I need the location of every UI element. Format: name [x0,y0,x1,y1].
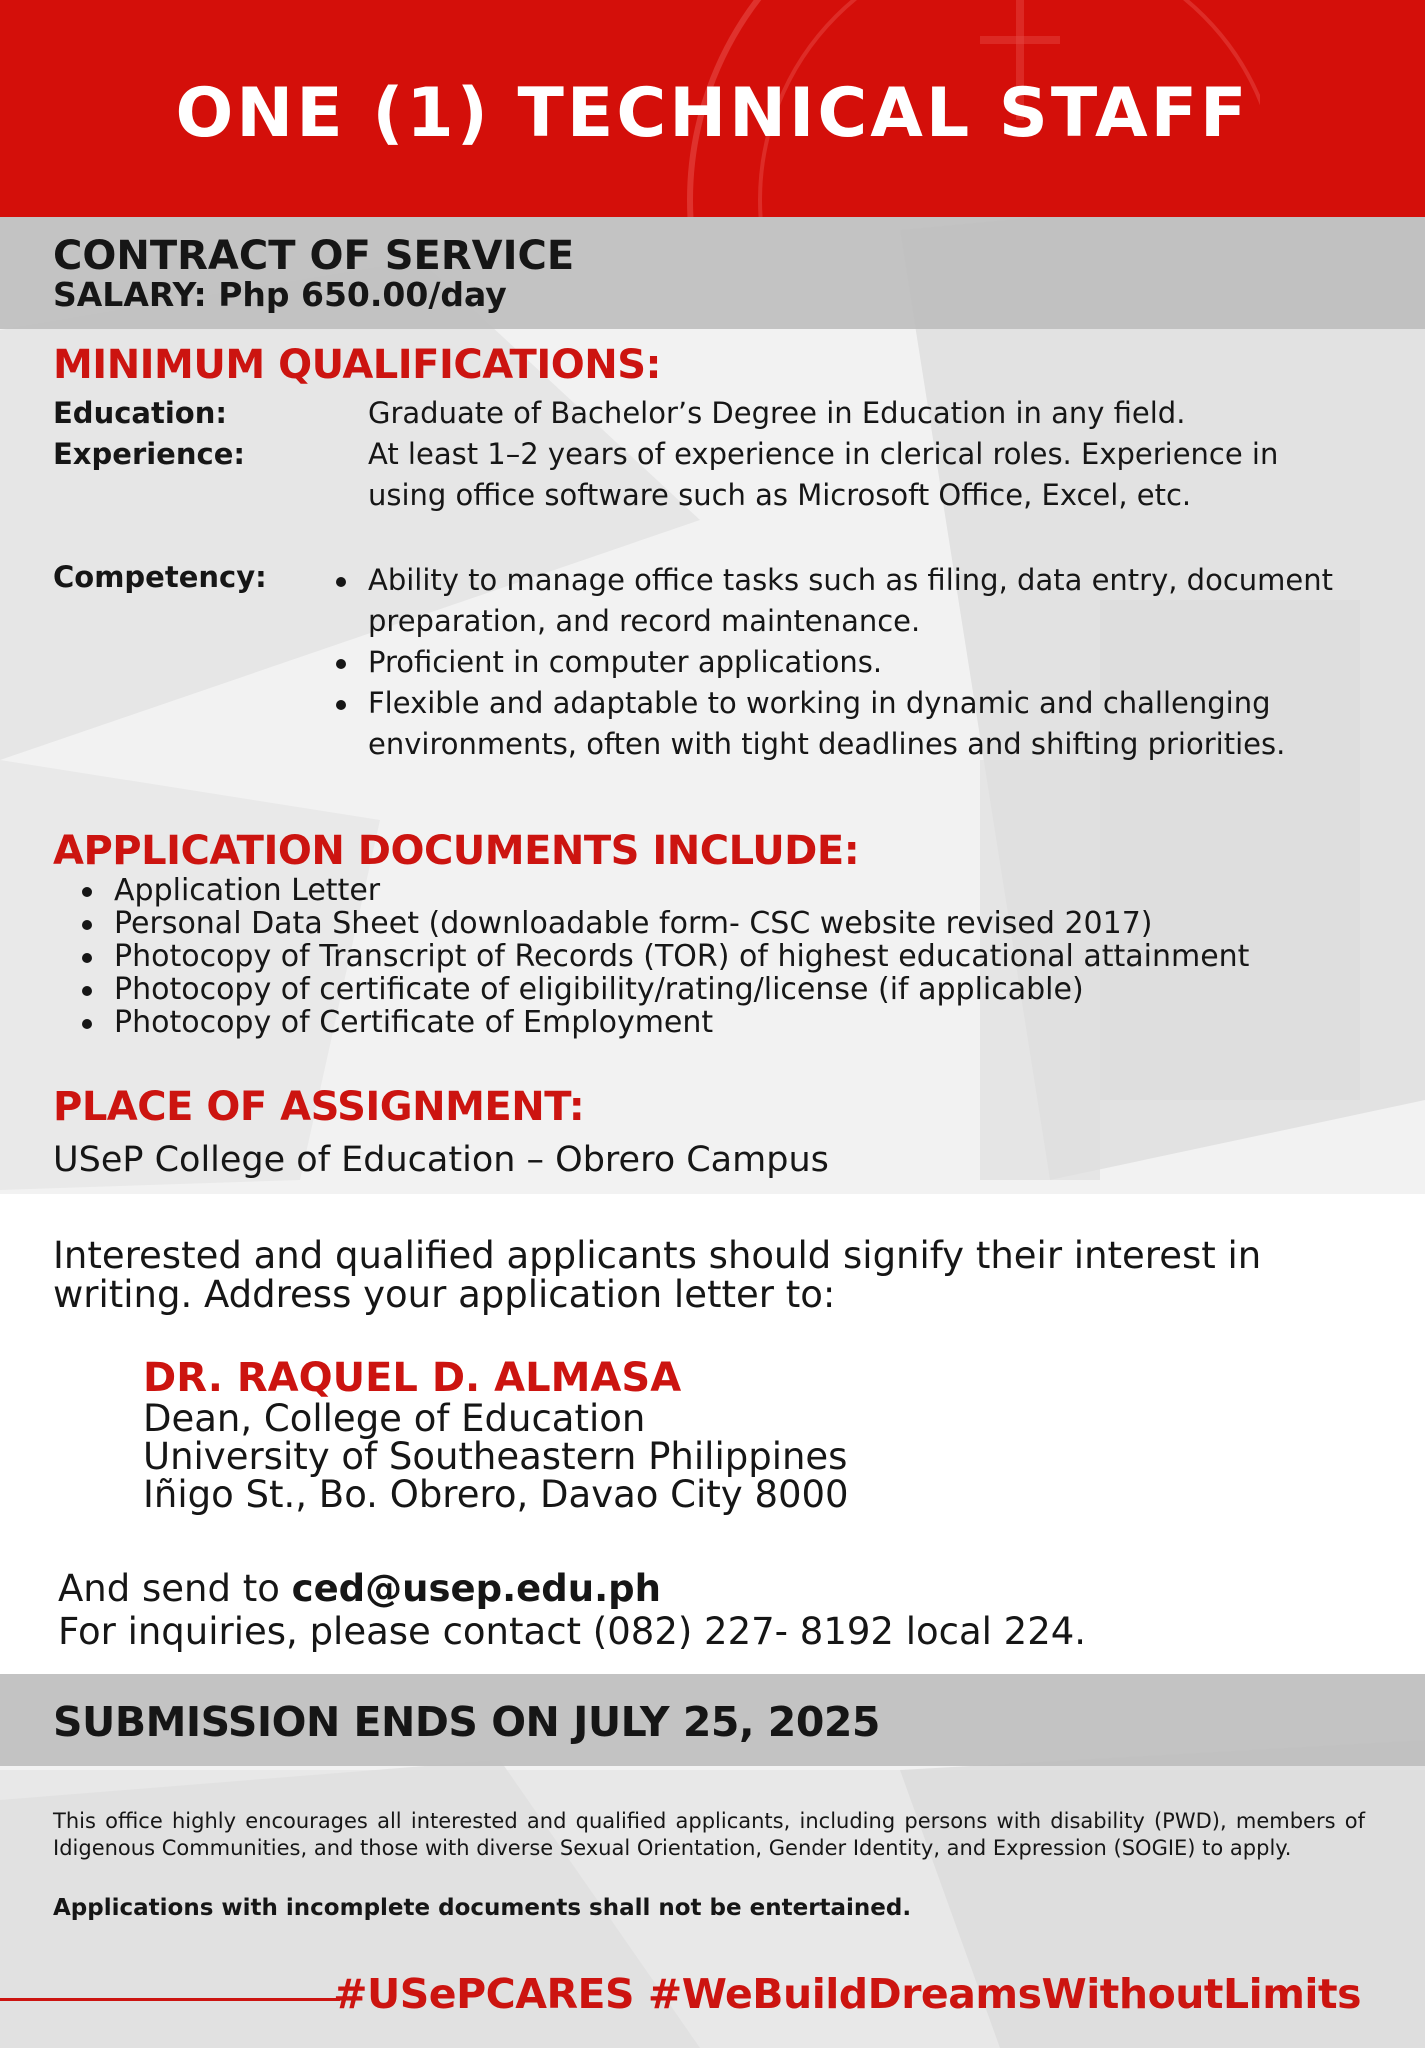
email-link[interactable]: ced@usep.edu.ph [291,1567,661,1610]
competency-label: Competency: [53,560,267,594]
place-of-assignment: USeP College of Education – Obrero Campus [53,1140,829,1180]
experience-value: At least 1–2 years of experience in clerical roles. Experience in using office software such as Microsoft Office, Excel, etc. [368,437,1279,512]
education-value: Graduate of Bachelor’s Degree in Education in any field. [368,396,1186,430]
application-intro: Interested and qualified applicants should signify their interest in writing. Address your application letter to: [53,1234,1262,1316]
header-band [0,0,1425,217]
list-item: Photocopy of Certificate of Employment [82,1006,1382,1039]
addressee-address: Iñigo St., Bo. Obrero, Davao City 8000 [143,1473,849,1516]
send-instructions [58,1567,1086,1653]
inquiries-line: For inquiries, please contact (082) 227- 8192 local 224. [58,1610,1087,1653]
competency-list [336,560,1366,765]
addressee-university: University of Southeastern Philippines [143,1435,848,1478]
list-item: Proficient in computer applications. [336,642,1366,683]
education-label: Education: [53,396,227,430]
assignment-heading: PLACE OF ASSIGNMENT: [53,1084,585,1130]
addressee-block [143,1356,849,1514]
list-item: Application Letter [82,874,1382,907]
list-item: Photocopy of Transcript of Records (TOR) of highest educational attainment [82,940,1264,973]
experience-label: Experience: [53,437,245,471]
submission-deadline: SUBMISSION ENDS ON JULY 25, 2025 [53,1698,880,1746]
addressee-name: DR. RAQUEL D. ALMASA [143,1355,682,1401]
list-item: Flexible and adaptable to working in dynamic and challenging environments, often with tight deadlines and shifting priorities. [336,683,1366,765]
incomplete-documents-warning: Applications with incomplete documents shall not be entertained. [53,1895,912,1921]
list-item: Personal Data Sheet (downloadable form- CSC website revised 2017) [82,907,1382,940]
contract-band [0,217,1425,329]
list-item: Ability to manage office tasks such as filing, data entry, document preparation, and record maintenance. [336,560,1366,642]
list-item: Photocopy of certificate of eligibility/rating/license (if applicable) [82,973,1382,1006]
page-title: ONE (1) TECHNICAL STAFF [175,74,1250,153]
footer-divider [0,1998,340,2001]
salary: SALARY: Php 650.00/day [53,275,507,314]
documents-list [82,874,1382,1039]
qualifications-heading: MINIMUM QUALIFICATIONS: [53,342,662,388]
addressee-title: Dean, College of Education [143,1397,646,1440]
hashtags: #USePCARES #WeBuildDreamsWithoutLimits [333,1970,1361,2018]
documents-heading: APPLICATION DOCUMENTS INCLUDE: [53,828,860,874]
inclusivity-notice: This office highly encourages all interested and qualified applicants, including persons with disability (PWD), members of Idigenous Communities, and those with diverse Sexual Orientation, Gender Identity, and Expression (SOGIE) to apply. [53,1809,1365,1860]
contract-type: CONTRACT OF SERVICE [53,233,575,279]
deadline-band [0,1674,1425,1766]
send-prefix: And send to [58,1567,292,1610]
